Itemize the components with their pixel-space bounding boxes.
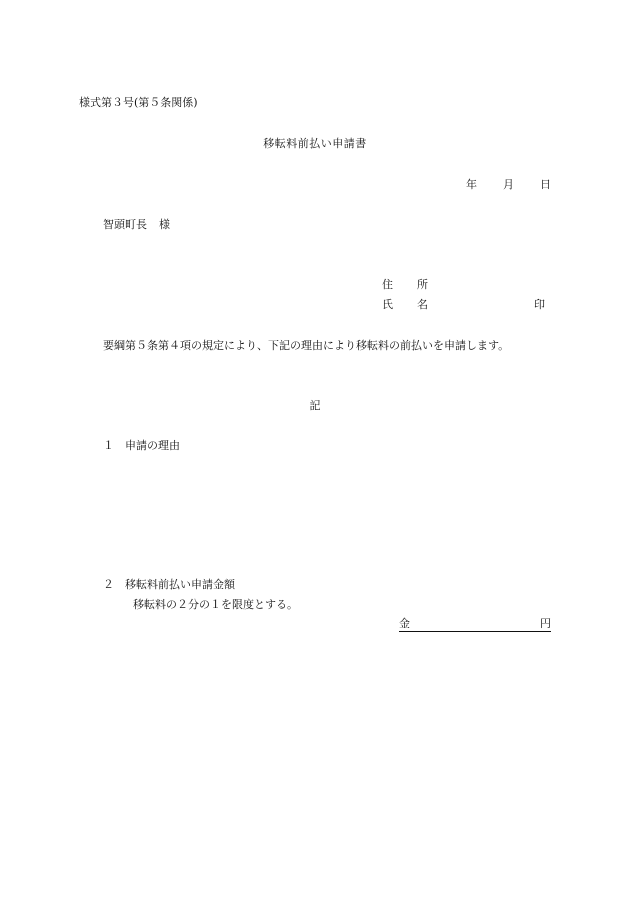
address-label-char-1: 住	[382, 278, 393, 291]
amount-suffix: 円	[540, 617, 551, 630]
item-number: ２	[103, 578, 114, 591]
name-label-char-2: 名	[417, 298, 428, 311]
name-label-char-1: 氏	[382, 298, 393, 311]
item-number: １	[103, 439, 114, 452]
addressee-honorific: 様	[159, 218, 170, 231]
form-number-label: 様式第３号(第５条関係)	[79, 96, 198, 109]
amount-limit-note: 移転料の２分の１を限度とする。	[133, 598, 298, 611]
date-field	[466, 178, 551, 192]
item-label: 申請の理由	[125, 439, 180, 452]
date-day-label: 日	[540, 178, 551, 191]
item-label: 移転料前払い申請金額	[125, 578, 235, 591]
date-month-label: 月	[503, 178, 514, 191]
body-paragraph: 要綱第５条第４項の規定により、下記の理由により移転料の前払いを申請します。	[103, 339, 510, 352]
applicant-address-label	[382, 278, 428, 292]
amount-field	[399, 617, 551, 632]
address-label-char-2: 所	[417, 278, 428, 291]
applicant-name-label	[382, 298, 428, 312]
ki-heading: 記	[309, 399, 321, 412]
date-year-label: 年	[466, 178, 477, 191]
item-reason	[103, 439, 180, 453]
amount-prefix: 金	[399, 617, 410, 630]
item-amount	[103, 578, 235, 592]
document-title: 移転料前払い申請書	[263, 137, 367, 150]
addressee-name: 智頭町長	[103, 218, 147, 231]
addressee	[103, 218, 170, 232]
seal-mark: 印	[534, 298, 545, 311]
